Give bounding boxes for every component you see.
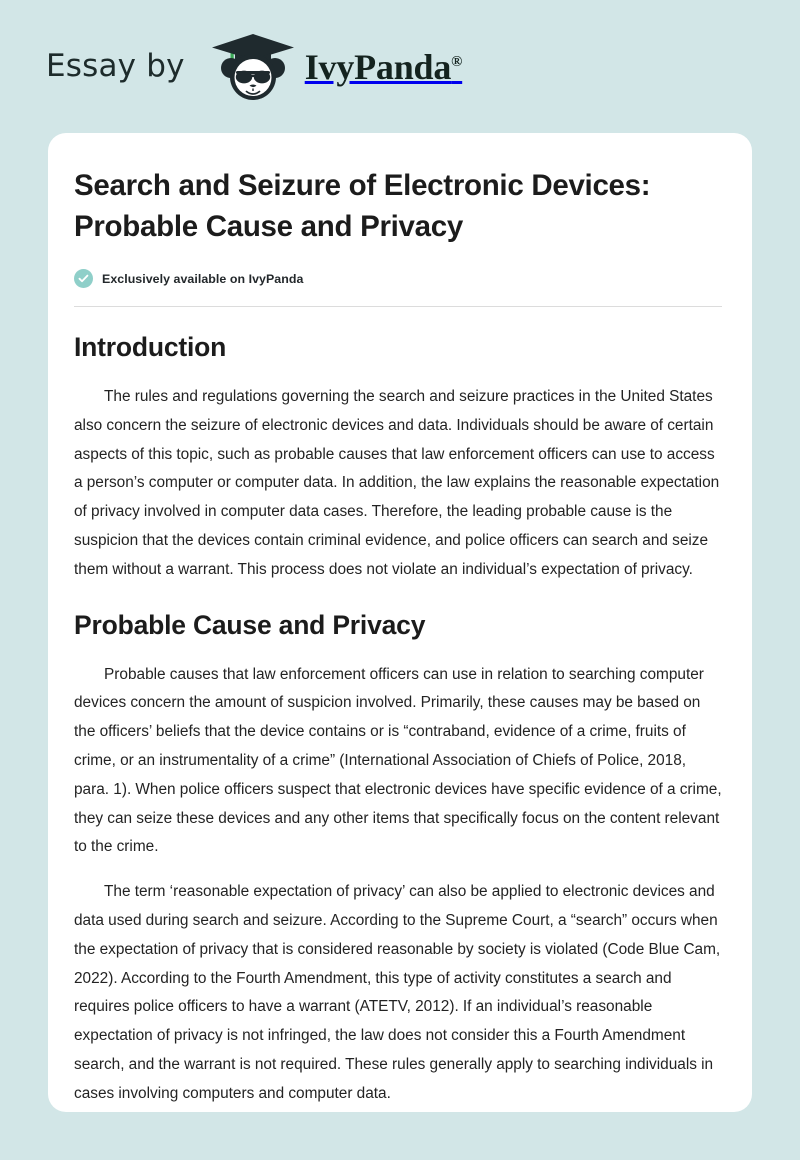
ivypanda-wordmark-text: IvyPanda [304, 46, 452, 87]
section-paragraph: Probable causes that law enforcement officers can use in relation to searching computer devices concern the amount of suspicion involved. Primarily, these causes may be based on the officers’ beliefs that the device contains or is “contraband, evidence of a crime, fruits of crime, or an instrumentality of a crime” (International Association of Chiefs of Police, 2018, para. 1). When police officers suspect that electronic devices have specific evidence of a crime, they can seize these devices and any other items that specifically focus on the content relevant to the crime. [74, 665, 722, 856]
essay-by-label: Essay by [46, 48, 185, 84]
section-paragraph: The term ‘reasonable expectation of privacy’ can also be applied to electronic devices and data used during search and seizure. According to the Supreme Court, a “search” occurs when the expectation of privacy that is considered reasonable by society is violated (Code Blue Cam, 2022). According to the Fourth Amendment, this type of activity constitutes a search and requires police officers to have a warrant (ATETV, 2012). If an individual’s reasonable expectation of privacy is not infringed, the law does not consider this a Fourth Amendment search, and the warrant is not required. These rules generally apply to searching individuals in cases involving computers and computer data. [74, 883, 721, 1102]
ivypanda-panda-graduate-icon [205, 32, 305, 102]
title-divider [74, 306, 722, 307]
registered-trademark-mark: ® [451, 53, 463, 70]
section-heading-introduction: Introduction [74, 332, 227, 362]
ivypanda-logo-link[interactable] [205, 32, 462, 102]
section-paragraph: The rules and regulations governing the search and seizure practices in the United States also concern the seizure of electronic devices and data. Individuals should be aware of certain aspects of this topic, such as probable causes that law enforcement officers can use to access a person’s computer or computer data. In addition, the law explains the reasonable expectation of privacy involved in computer data cases. Therefore, the leading probable cause is the suspicion that the devices contain criminal evidence, and police officers can search and seize them without a warrant. This process does not violate an individual’s expectation of privacy. [74, 388, 720, 578]
brand-header [0, 0, 800, 133]
check-circle-icon [74, 269, 93, 288]
page-title: Search and Seizure of Electronic Devices: Probable Cause and Privacy [74, 169, 651, 243]
section-heading-probable-cause-and-privacy: Probable Cause and Privacy [74, 609, 426, 640]
exclusive-availability-label: Exclusively available on IvyPanda [102, 271, 304, 286]
ivypanda-wordmark [304, 46, 463, 87]
document-body [74, 165, 722, 1109]
essay-paper-card [48, 133, 752, 1112]
exclusive-availability-badge [74, 269, 722, 288]
